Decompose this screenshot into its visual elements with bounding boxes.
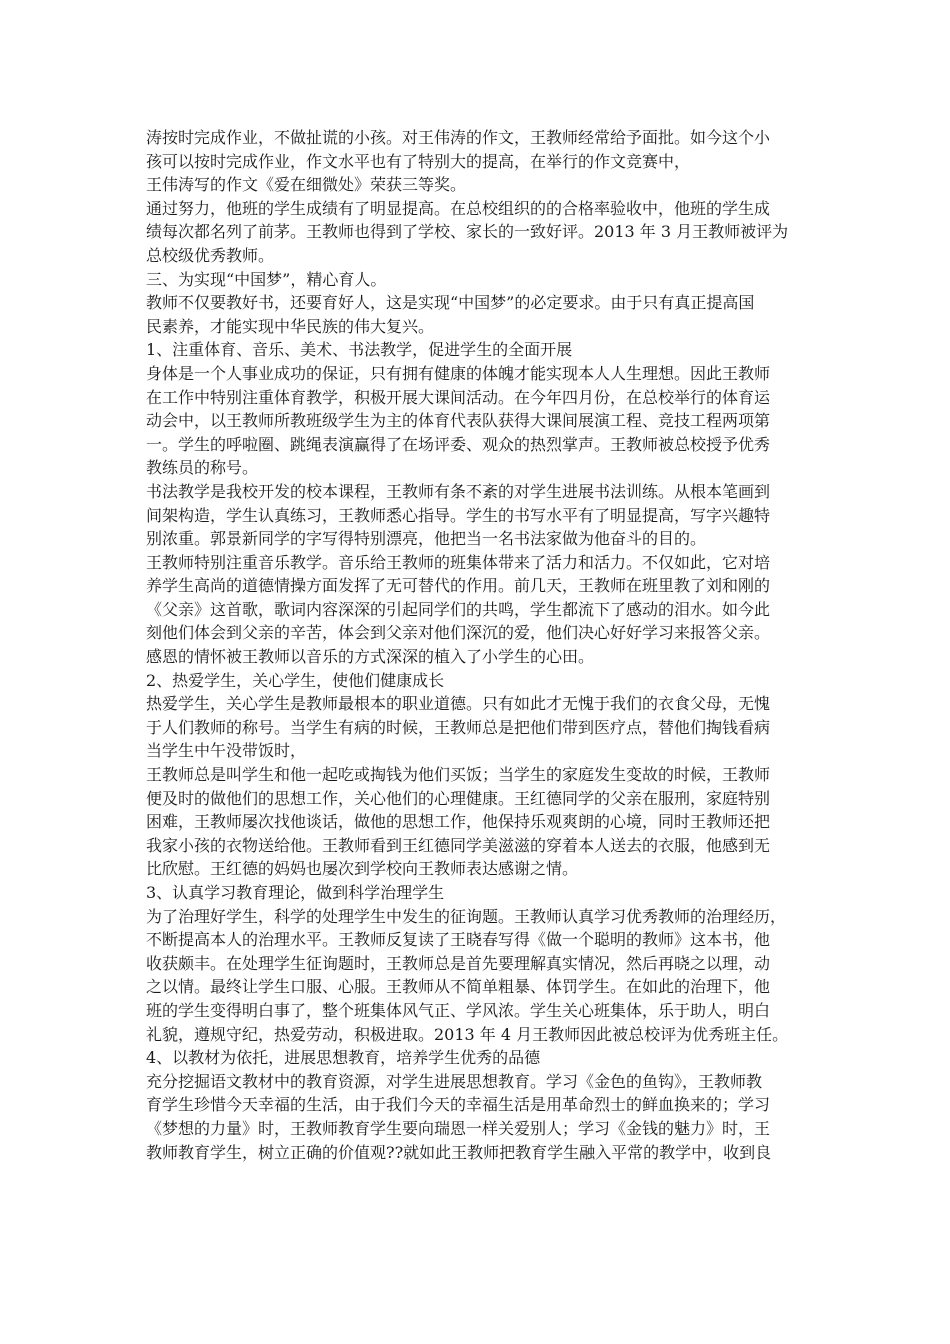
text-line: 我家小孩的衣物送给他。王教师看到王红德同学美滋滋的穿着本人送去的衣服，他感到无 <box>146 835 771 855</box>
text-line: 刻他们体会到父亲的辛苦，体会到父亲对他们深沉的爱，他们决心好好学习来报答父亲。 <box>146 623 771 643</box>
text-line: 王伟涛写的作文《爱在细微处》荣获三等奖。 <box>146 175 467 195</box>
text-line: 别浓重。郭景新同学的字写得特别漂亮，他把当一名书法家做为他奋斗的目的。 <box>146 529 707 549</box>
text-line: 为了治理好学生，科学的处理学生中发生的征询题。王教师认真学习优秀教师的治理经历， <box>146 906 787 926</box>
text-line: 热爱学生，关心学生是教师最根本的职业道德。只有如此才无愧于我们的衣食父母，无愧 <box>146 694 771 714</box>
text-line: 动会中，以王教师所教班级学生为主的体育代表队获得大课间展演工程、竞技工程两项第 <box>146 411 771 431</box>
text-line: 通过努力，他班的学生成绩有了明显提高。在总校组织的的合格率验收中，他班的学生成 <box>146 198 771 218</box>
text-line: 王教师总是叫学生和他一起吃或掏钱为他们买饭；当学生的家庭发生变故的时候，王教师 <box>146 765 771 785</box>
text-line: 育学生珍惜今天幸福的生活，由于我们今天的幸福生活是用革命烈士的鲜血换来的；学习 <box>146 1095 771 1115</box>
text-line: 不断提高本人的治理水平。王教师反复读了王晓春写得《做一个聪明的教师》这本书，他 <box>146 930 771 950</box>
text-line: 王教师特别注重音乐教学。音乐给王教师的班集体带来了活力和活力。不仅如此，它对培 <box>146 552 771 572</box>
text-line: 涛按时完成作业，不做扯谎的小孩。对王伟涛的作文，王教师经常给予面批。如今这个小 <box>146 128 771 147</box>
subsection-heading: 3、认真学习教育理论，做到科学治理学生 <box>146 883 445 902</box>
text-line: 充分挖掘语文教材中的教育资源，对学生进展思想教育。学习《金色的鱼钩》，王教师教 <box>146 1071 763 1091</box>
section-heading: 三、为实现“中国梦”，精心育人。 <box>146 269 387 289</box>
text-line: 身体是一个人事业成功的保证，只有拥有健康的体魄才能实现本人人生理想。因此王教师 <box>146 363 771 383</box>
text-line: 书法教学是我校开发的校本课程，王教师有条不紊的对学生进展书法训练。从根本笔画到 <box>146 481 771 501</box>
text-line: 便及时的做他们的思想工作，关心他们的心理健康。王红德同学的父亲在服刑，家庭特别 <box>146 788 771 808</box>
text-line: 教师不仅要教好书，还要育好人，这是实现“中国梦”的必定要求。由于只有真正提高国 <box>146 293 755 313</box>
text-line: 《梦想的力量》时，王教师教育学生要向瑞恩一样关爱别人；学习《金钱的魅力》时，王 <box>146 1118 771 1138</box>
document-body <box>146 126 818 1164</box>
text-line: 困难，王教师屡次找他谈话，做他的思想工作，他保持乐观爽朗的心境，同时王教师还把 <box>146 812 771 832</box>
text-line: 于人们教师的称号。当学生有病的时候，王教师总是把他们带到医疗点，替他们掏钱看病 <box>146 717 771 737</box>
subsection-heading: 1、注重体育、音乐、美术、书法教学，促进学生的全面开展 <box>146 340 573 360</box>
text-line: 孩可以按时完成作业，作文水平也有了特别大的提高，在举行的作文竞赛中， <box>146 151 691 171</box>
text-line: 礼貌，遵规守纪，热爱劳动，积极进取。2013 年 4 月王教师因此被总校评为优秀班主任。 <box>146 1024 789 1044</box>
text-line: 班的学生变得明白事了，整个班集体风气正、学风浓。学生关心班集体，乐于助人，明白 <box>146 1000 771 1020</box>
text-line: 比欣慰。王红德的妈妈也屡次到学校向王教师表达感谢之情。 <box>146 859 579 879</box>
text-line: 教师教育学生，树立正确的价值观??就如此王教师把教育学生融入平常的教学中，收到良 <box>146 1142 772 1162</box>
text-line: 在工作中特别注重体育教学，积极开展大课间活动。在今年四月份，在总校举行的体育运 <box>146 387 771 407</box>
text-line: 一。学生的呼啦圈、跳绳表演赢得了在场评委、观众的热烈掌声。王教师被总校授予优秀 <box>146 434 771 454</box>
text-line: 感恩的情怀被王教师以音乐的方式深深的植入了小学生的心田。 <box>146 647 595 667</box>
text-line: 之以情。最终让学生口服、心服。王教师从不简单粗暴、体罚学生。在如此的治理下，他 <box>146 977 771 997</box>
text-line: 当学生中午没带饭时， <box>146 741 307 761</box>
text-line: 《父亲》这首歌，歌词内容深深的引起同学们的共鸣，学生都流下了感动的泪水。如今此 <box>146 599 771 619</box>
text-line: 间架构造，学生认真练习，王教师悉心指导。学生的书写水平有了明显提高，写字兴趣特 <box>146 505 771 525</box>
text-line: 民素养，才能实现中华民族的伟大复兴。 <box>146 316 435 336</box>
text-line: 收获颇丰。在处理学生征询题时，王教师总是首先要理解真实情况，然后再晓之以理，动 <box>146 953 771 973</box>
text-line: 教练员的称号。 <box>146 458 259 478</box>
text-line: 养学生高尚的道德情操方面发挥了无可替代的作用。前几天，王教师在班里教了刘和刚的 <box>146 576 771 596</box>
subsection-heading: 2、热爱学生，关心学生，使他们健康成长 <box>146 670 445 690</box>
subsection-heading: 4、以教材为依托，进展思想教育，培养学生优秀的品德 <box>146 1048 541 1068</box>
text-line: 绩每次都名列了前茅。王教师也得到了学校、家长的一致好评。2013 年 3 月王教师被评为 <box>146 222 789 242</box>
text-line: 总校级优秀教师。 <box>146 245 275 265</box>
